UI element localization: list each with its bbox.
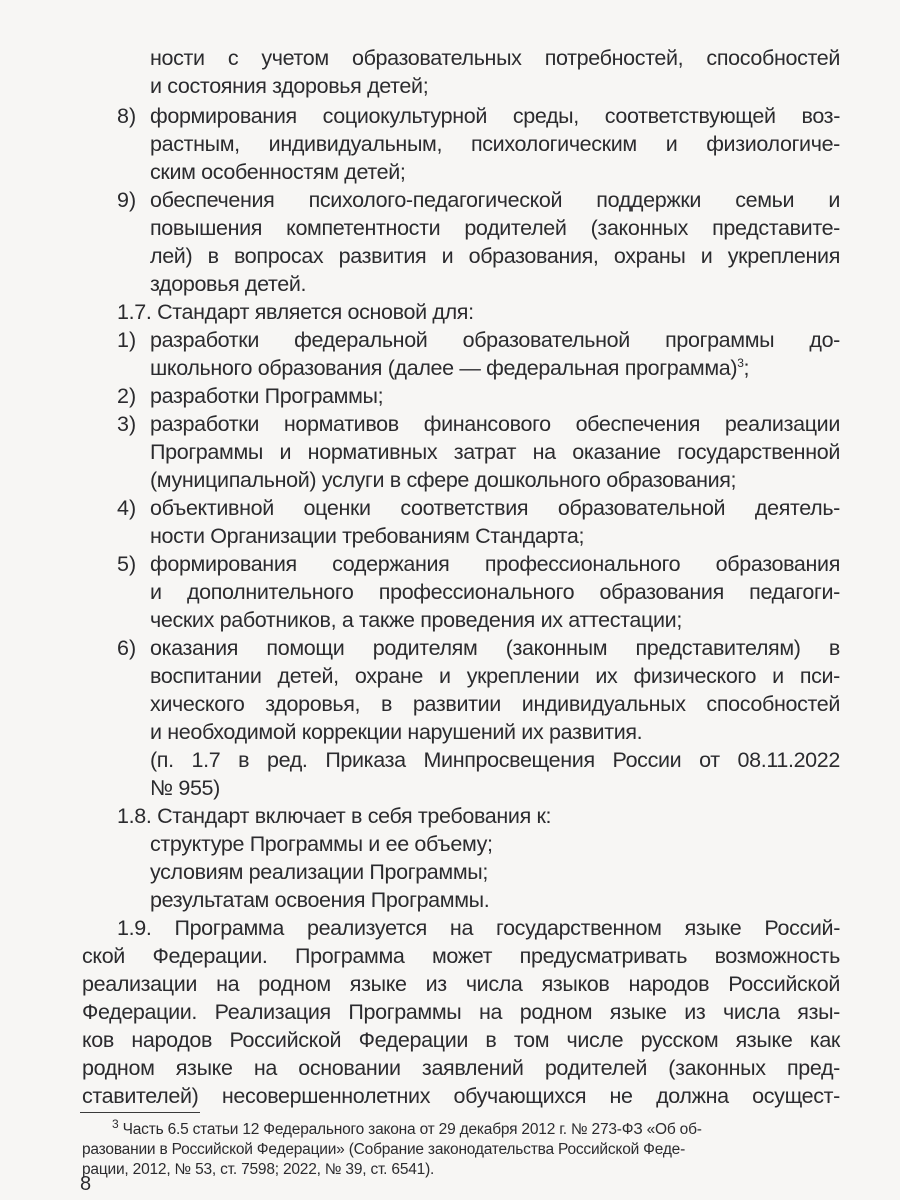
footnote-line: разовании в Российской Федерации» (Собрание законодательства Российской Феде-: [82, 1141, 686, 1158]
text-line: реализации на родном языке из числа языков народов Российской: [82, 972, 840, 996]
text-line: формирования социокультурной среды, соответствующей воз-: [150, 104, 840, 128]
text-line: ским особенностям детей;: [150, 160, 406, 184]
text-line: Программы и нормативных затрат на оказание государственной: [150, 440, 840, 464]
text-line: объективной оценки соответствия образовательной деятель-: [150, 496, 840, 520]
text-line: оказания помощи родителям (законным представителям) в: [150, 636, 840, 660]
text-line: [150, 354, 749, 382]
list-number: 1): [117, 328, 137, 352]
text-line: ской Федерации. Программа может предусматривать возможность: [82, 944, 840, 968]
text-line: воспитании детей, охране и укреплении их физического и пси-: [150, 664, 840, 688]
list-number: 2): [117, 384, 137, 408]
text-line: ности с учетом образовательных потребностей, способностей: [150, 46, 840, 70]
text-line: структуре Программы и ее объему;: [150, 832, 493, 856]
text-line: Федерации. Реализация Программы на родном языке из числа язы-: [82, 1000, 840, 1024]
amendment-note: (п. 1.7 в ред. Приказа Минпросвещения России от 08.11.2022: [150, 748, 840, 772]
footnote-ref[interactable]: 3: [737, 355, 744, 370]
amendment-note: № 955): [150, 776, 220, 800]
page-number: 8: [80, 1173, 92, 1195]
list-number: 4): [117, 496, 137, 520]
list-number: 9): [117, 188, 137, 212]
text-line: хического здоровья, в развитии индивидуальных способностей: [150, 692, 840, 716]
text-line: разработки нормативов финансового обеспечения реализации: [150, 412, 840, 436]
text-line: формирования содержания профессионального образования: [150, 552, 840, 576]
footnote-marker: 3: [112, 1116, 119, 1131]
section-1-9-line: 1.9. Программа реализуется на государственном языке Россий-: [117, 916, 840, 940]
text-line: ставителей) несовершеннолетних обучающихся не должна осущест-: [82, 1084, 840, 1108]
text-line: родном языке на основании заявлений родителей (законных пред-: [82, 1056, 840, 1080]
text-line: и состояния здоровья детей;: [150, 74, 429, 98]
footnote-line: рации, 2012, № 53, ст. 7598; 2022, № 39, ст. 6541).: [82, 1161, 435, 1178]
section-heading-1-8: 1.8. Стандарт включает в себя требования к:: [117, 804, 552, 828]
list-number: 5): [117, 552, 137, 576]
text-line: (муниципальной) услуги в сфере дошкольного образования;: [150, 468, 737, 492]
text-span: Часть 6.5 статьи 12 Федерального закона от 29 декабря 2012 г. № 273-ФЗ «Об об-: [122, 1121, 702, 1138]
text-line: ческих работников, а также проведения их аттестации;: [150, 608, 682, 632]
footnote-line: [112, 1116, 702, 1140]
text-line: здоровья детей.: [150, 272, 307, 296]
text-line: обеспечения психолого-педагогической поддержки семьи и: [150, 188, 840, 212]
text-line: условиям реализации Программы;: [150, 860, 488, 884]
text-line: и необходимой коррекции нарушений их развития.: [150, 720, 643, 744]
footnote-divider: [80, 1112, 200, 1113]
list-number: 8): [117, 104, 137, 128]
text-line: лей) в вопросах развития и образования, охраны и укрепления: [150, 244, 840, 268]
text-line: результатам освоения Программы.: [150, 888, 490, 912]
text-line: растным, индивидуальным, психологическим и физиологиче-: [150, 132, 840, 156]
text-line: повышения компетентности родителей (законных представите-: [150, 216, 840, 240]
text-line: разработки Программы;: [150, 384, 384, 408]
text-line: и дополнительного профессионального образования педагоги-: [150, 580, 840, 604]
text-line: разработки федеральной образовательной программы до-: [150, 328, 840, 352]
text-span: ;: [743, 356, 750, 380]
text-line: ков народов Российской Федерации в том числе русском языке как: [82, 1028, 840, 1052]
section-heading-1-7: 1.7. Стандарт является основой для:: [117, 300, 474, 324]
text-line: ности Организации требованиям Стандарта;: [150, 524, 585, 548]
list-number: 3): [117, 412, 137, 436]
text-span: школьного образования (далее — федеральная программа): [150, 356, 738, 380]
list-number: 6): [117, 636, 137, 660]
